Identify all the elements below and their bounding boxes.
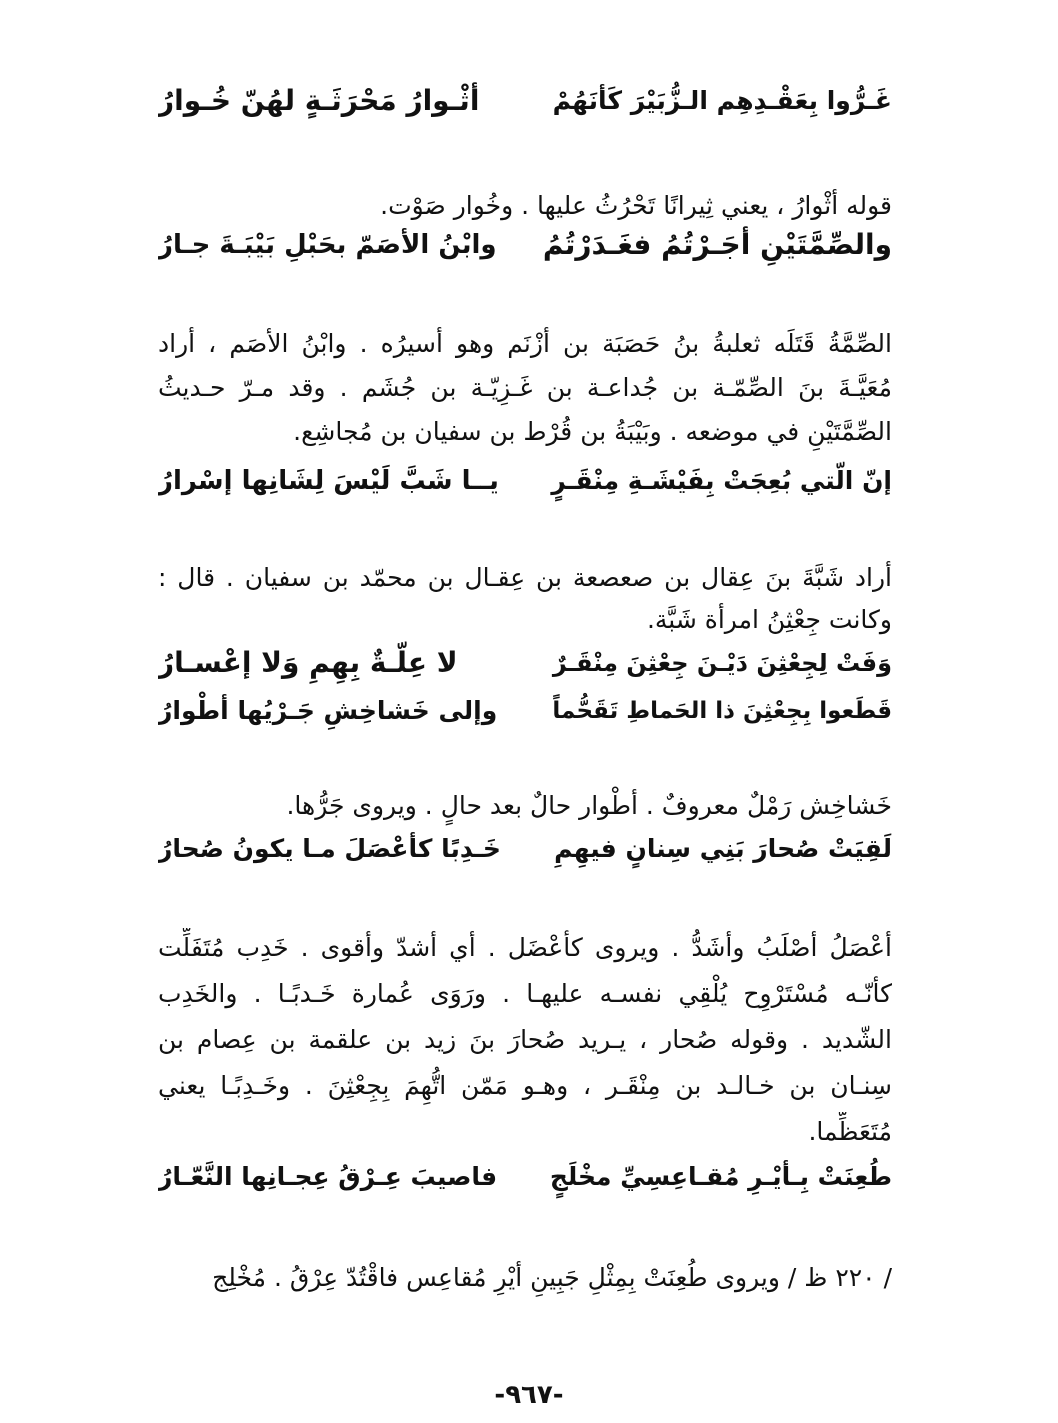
verse-first-hemistich: والصِّمَّتَيْنِ أجَـرْتُمُ فغَـدَرْتُمُ: [542, 228, 892, 261]
verse-second-hemistich: وإلى خَشاخِشِ جَـرْيُها أطْوارُ: [158, 696, 498, 725]
commentary-line: الشّديد . وقوله صُحار ، يـريد صُحارَ بنَ زيد بن علقمة بن عِصام بن: [158, 1025, 892, 1054]
commentary-line: / ٢٢٠ ظ / ويروى طُعِنَتْ بِمِثْلِ جَبِينِ أيْرِ مُقاعِس فاقْتُدّ عِرْقُ . مُخْلِج: [212, 1263, 892, 1292]
commentary-line: سِنـان بن خـالـد بن مِنْقَـر ، وهـو مَمّن اتُّهِمَ بِجِعْثِنَ . وخَـدِبًـا يعني: [158, 1071, 892, 1100]
verse-first-hemistich: غَـرُّوا بِعَقْـدِهِم الـزُّبَيْرَ كَأنَهُمْ: [552, 86, 892, 115]
commentary-line: مُعَيَّـةَ بنَ الصِّمّـة بن جُداعـة بن غَـزِيّـة بن جُشَم . وقد مـرّ حـديثُ: [158, 373, 892, 402]
commentary-line: كأنّـه مُسْتَرْوِح يُلْقِي نفسـه عليهـا . ورَوَى عُمارة خَـدبًـا . والخَدِب: [158, 979, 892, 1008]
verse-first-hemistich: طُعِنَتْ بِـأيْـرِ مُقـاعِسِيِّ مخْلَجٍ: [549, 1162, 892, 1191]
poem-verse: [158, 688, 892, 734]
poem-verse: [158, 1154, 892, 1200]
poem-verse: [158, 640, 892, 686]
page-number: -٩٦٧-: [494, 1380, 564, 1410]
verse-second-hemistich: فاصيبَ عِـرْقُ عِجـانِها النَّعّـارُ: [158, 1162, 498, 1191]
verse-second-hemistich: يــا شَبَّ لَيْسَ لِشَانِها إسْرارُ: [158, 466, 499, 496]
verse-first-hemistich: وَفَتْ لِجِعْثِنَ دَيْـنَ جِعْثِنَ مِنْقَـرٌ: [552, 649, 892, 677]
verse-second-hemistich: لا عِلّـةٌ بِهِمِ وَلا إعْسـارُ: [158, 646, 458, 679]
commentary-line: الصِّمَّةُ قَتَلَه ثعلبةُ بنُ حَصَبَة بن أزْنَم وهو أسيرُه . وابْنُ الأصَم ، أراد: [158, 329, 892, 358]
commentary-line: أعْصَلُ أصْلَبُ وأشَدُّ . ويروى كأعْضَل . أي أشدّ وأقوى . خَدِب مُتَفَلِّت: [158, 933, 892, 962]
poem-verse: [158, 78, 892, 124]
verse-first-hemistich: لَقِيَتْ صُحارَ بَنِي سِنانٍ فيهِمِ: [554, 834, 892, 863]
poem-verse: [158, 458, 892, 504]
poem-verse: [158, 826, 892, 872]
verse-first-hemistich: إنّ الّتي بُعِجَتْ بِفَيْشَـةِ مِنْقَـرٍ: [551, 466, 892, 495]
commentary-line: أراد شَبَّةَ بنَ عِقال بن صعصعة بن عِقـال بن محمّد بن سفيان . قال :: [158, 563, 892, 592]
commentary-line: مُتَعَظِّما.: [808, 1117, 892, 1146]
verse-second-hemistich: أثْـوارُ مَحْرَثَـةٍ لهُنّ خُـوارُ: [158, 84, 480, 117]
commentary-line: الصِّمَّتَيْنِ في موضعه . وبَيْبَةُ بن قُرْط بن سفيان بن مُجاشِع.: [293, 417, 892, 446]
commentary-line: قوله أثْوارُ ، يعني ثِيرانًا تَحْرُثُ عليها . وخُوار صَوْت.: [380, 191, 892, 220]
verse-first-hemistich: قَطَعوا بِجِعْثِنَ ذا الحَماطِ تَقَحُّماً: [552, 698, 892, 724]
poem-verse: [158, 222, 892, 268]
verse-second-hemistich: خَـدِبًا كأعْصَلَ مـا يكونُ صُحارُ: [158, 834, 501, 863]
verse-second-hemistich: وابْنُ الأصَمّ بحَبْلِ بَيْبَـةَ جـارُ: [158, 230, 497, 260]
commentary-line: وكانت جِعْثِنُ امرأة شَبَّة.: [646, 605, 892, 634]
commentary-line: خَشاخِش رَمْلٌ معروفٌ . أطْوار حالٌ بعد حالٍ . ويروى جَرُّها.: [286, 791, 892, 820]
